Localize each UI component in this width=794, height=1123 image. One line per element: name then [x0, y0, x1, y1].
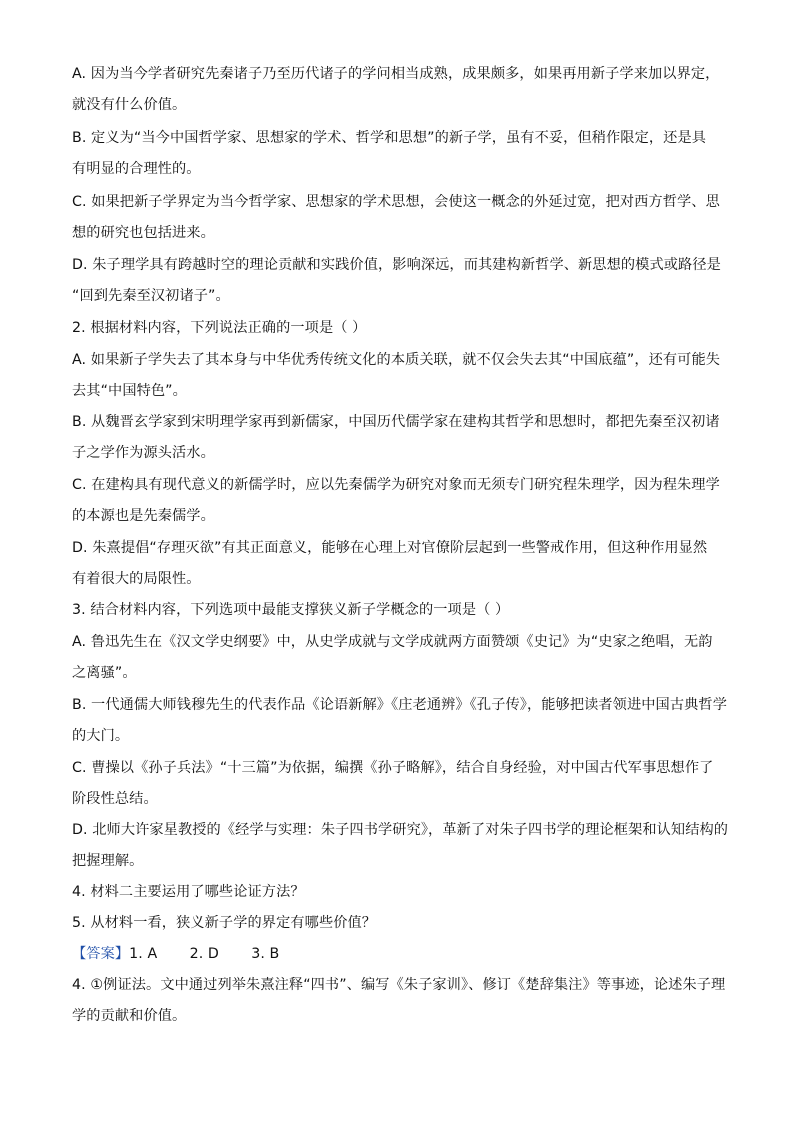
- q2-option-d-line1: D. 朱熹提倡“存理灭欲”有其正面意义，能够在心理上对官僚阶层起到一些警戒作用，但这种作用显然: [72, 540, 708, 556]
- q1-option-d-line1: D. 朱子理学具有跨越时空的理论贡献和实践价值，影响深远，而其建构新哲学、新思想的模式或路径是: [72, 257, 721, 273]
- explain-4-line1: 4. ①例证法。文中通过列举朱熹注释“四书”、编写《朱子家训》、修订《楚辞集注》等事迹，论述朱子理: [72, 977, 726, 993]
- q2-option-c-line2: 的本源也是先秦儒学。: [72, 508, 215, 524]
- q1-option-d-line2: “回到先秦至汉初诸子”。: [72, 288, 230, 304]
- q3-option-c-line1: C. 曹操以《孙子兵法》“十三篇”为依据，编撰《孙子略解》，结合自身经验，对中国古代军事思想作了: [72, 760, 714, 776]
- q3-option-a-line1: A. 鲁迅先生在《汉文学史纲要》中，从史学成就与文学成就两方面赞颂《史记》为“史家之绝唱，无韵: [72, 634, 713, 650]
- q1-option-b-line1: B. 定义为“当今中国哲学家、思想家的学术、哲学和思想”的新子学，虽有不妥，但稍作限定，还是具: [72, 130, 707, 146]
- q1-option-c-line1: C. 如果把新子学界定为当今哲学家、思想家的学术思想，会使这一概念的外延过宽，把对西方哲学、思: [72, 194, 720, 210]
- q3-option-b-line1: B. 一代通儒大师钱穆先生的代表作品《论语新解》《庄老通辨》《孔子传》，能够把读者领进中国古典哲学: [72, 697, 727, 713]
- answer-line: [72, 944, 732, 964]
- q2-option-a-line2: 去其“中国特色”。: [72, 383, 187, 399]
- q3-stem: 3. 结合材料内容，下列选项中最能支撑狭义新子学概念的一项是（ ）: [72, 602, 510, 618]
- q2-option-b-line2: 子之学作为源头活水。: [72, 445, 215, 461]
- explain-4-line2: 学的贡献和价值。: [72, 1008, 187, 1024]
- q1-option-c-line2: 想的研究也包括进来。: [72, 225, 215, 241]
- answer-items: 1. A 2. D 3. B: [129, 946, 280, 962]
- answer-tag: 【答案】: [72, 946, 130, 962]
- q1-option-a-line2: 就没有什么价值。: [72, 97, 187, 113]
- q4-stem: 4. 材料二主要运用了哪些论证方法？: [72, 884, 305, 900]
- q3-option-d-line1: D. 北师大许家星教授的《经学与实理：朱子四书学研究》，革新了对朱子四书学的理论框架和认知结构的: [72, 822, 729, 838]
- q3-option-c-line2: 阶段性总结。: [72, 791, 158, 807]
- q2-option-c-line1: C. 在建构具有现代意义的新儒学时，应以先秦儒学为研究对象而无须专门研究程朱理学，因为程朱理学: [72, 477, 720, 493]
- q5-stem: 5. 从材料一看，狭义新子学的界定有哪些价值？: [72, 915, 377, 931]
- q2-stem: 2. 根据材料内容，下列说法正确的一项是（ ）: [72, 320, 367, 336]
- q1-option-b-line2: 有明显的合理性的。: [72, 161, 201, 177]
- q2-option-d-line2: 有着很大的局限性。: [72, 571, 201, 587]
- q3-option-a-line2: 之离骚”。: [72, 665, 137, 681]
- q2-option-a-line1: A. 如果新子学失去了其本身与中华优秀传统文化的本质关联，就不仅会失去其“中国底蕴”，还有可能失: [72, 352, 721, 368]
- q1-option-a-line1: A. 因为当今学者研究先秦诸子乃至历代诸子的学问相当成熟，成果颇多，如果再用新子学来加以界定，: [72, 66, 720, 82]
- q3-option-b-line2: 的大门。: [72, 728, 130, 744]
- q3-option-d-line2: 把握理解。: [72, 853, 144, 869]
- q2-option-b-line1: B. 从魏晋玄学家到宋明理学家再到新儒家，中国历代儒学家在建构其哲学和思想时，都把先秦至汉初诸: [72, 414, 720, 430]
